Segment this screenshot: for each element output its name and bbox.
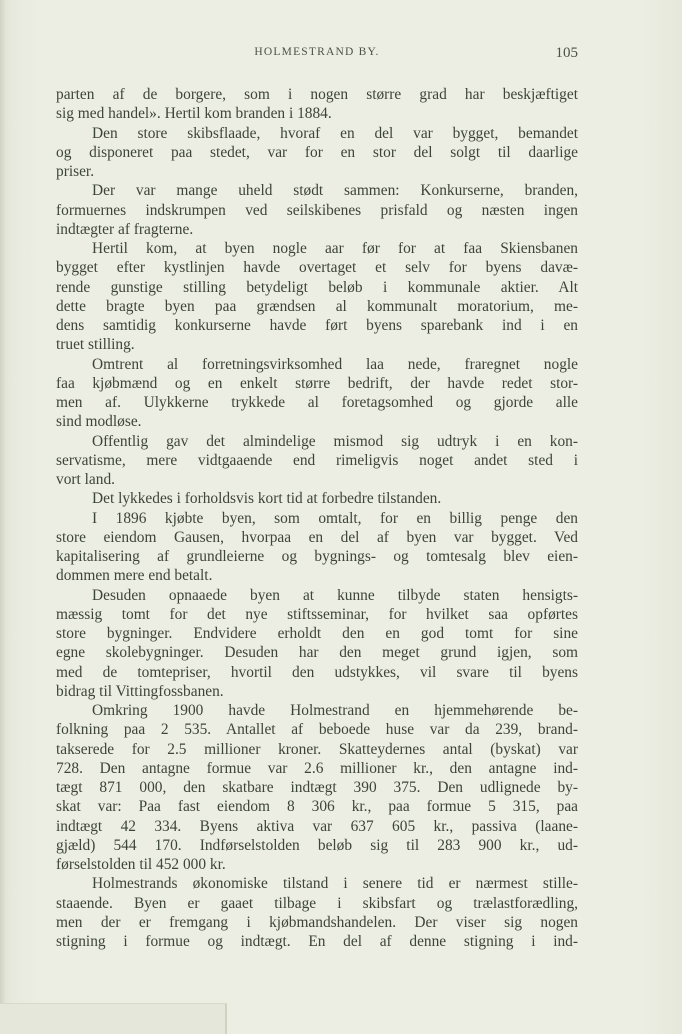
text-line: Omkring 1900 havde Holmestrand en hjemmehørende be- [92,702,578,719]
text-line: staaende. Byen er gaaet tilbage i skibsfart og trælastforædling, [56,894,578,912]
scan-edge-mark [0,1003,227,1034]
text-line: Holmestrands økonomiske tilstand i senere tid er nærmest stille- [92,875,578,893]
text-line: førselstolden til 452 000 kr. [56,856,226,873]
text-line: dens samtidig konkurserne havde ført byens sparebank ind i en [56,317,578,334]
text-line: 728. Den antagne formue var 2.6 millioner kr., den antagne ind- [56,759,578,777]
text-line: indtægt 42 334. Byens aktiva var 637 605 kr., passiva (laane- [56,817,578,835]
text-line: parten af de borgere, som i nogen større grad har beskjæftiget [56,86,578,103]
text-line: kapitalisering af grundleierne og bygnings- og tomtesalg blev eien- [56,548,578,565]
text-line: og disponeret paa stedet, var for en stor del solgt til daarlige [56,143,578,161]
text-line: bygget efter kystlinjen havde overtaget et selv for byens davæ- [56,259,578,277]
text-line: folkning paa 2 535. Antallet af beboede huse var da 239, brand- [56,721,578,739]
text-line: Omtrent al forretningsvirksomhed laa nede, fraregnet nogle [92,355,578,373]
text-line: sind modløse. [56,413,142,431]
text-line: Den store skibsflaade, hvoraf en del var bygget, bemandet [92,124,578,142]
text-line: vort land. [56,471,115,488]
text-line: egne skolebygninger. Desuden har den meget grund igjen, som [56,644,578,662]
text-line: store eiendom Gausen, hvorpaa en del af byen var bygget. Ved [56,528,578,546]
page-header [56,46,578,66]
text-line: I 1896 kjøbte byen, som omtalt, for en billig penge den [92,509,578,527]
running-title: HOLMESTRAND BY. [254,46,380,58]
text-line: Det lykkedes i forholdsvis kort tid at forbedre tilstanden. [92,490,442,508]
text-line: Offentlig gav det almindelige mismod sig udtryk i en kon- [92,432,578,450]
text-line: faa kjøbmænd og en enkelt større bedrift, der havde redet stor- [56,374,578,392]
text-line: men af. Ulykkerne trykkede al foretagsomhed og gjorde alle [56,394,578,411]
page-spine-shadow [0,0,6,1034]
page-number: 105 [555,45,578,61]
text-line: gjæld) 544 170. Indførselstolden beløb sig til 283 900 kr., ud- [56,836,578,854]
text-line: tægt 871 000, den skatbare indtægt 390 375. Den udlignede by- [56,779,578,796]
text-line: bidrag til Vittingfossbanen. [56,682,224,700]
text-line: Hertil kom, at byen nogle aar før for at faa Skiensbanen [92,240,578,257]
text-line: store bygninger. Endvidere erholdt den en god tomt for sine [56,625,578,642]
text-line: men der er fremgang i kjøbmandshandelen. Der viser sig nogen [56,913,578,931]
text-line: takserede for 2.5 millioner kroner. Skatteydernes antal (byskat) var [56,740,578,758]
text-line: truet stilling. [56,336,135,354]
text-line: dommen mere end betalt. [56,567,213,585]
text-line: rende gunstige stilling betydeligt beløb i kommunale aktier. Alt [56,278,578,296]
text-line: formuernes indskrumpen ved seilskibenes prisfald og næsten ingen [56,201,578,219]
text-line: Der var mange uheld stødt sammen: Konkurserne, branden, [92,182,578,200]
text-line: Desuden opnaaede byen at kunne tilbyde staten hensigts- [92,586,578,604]
text-line: mæssig tomt for det nye stiftsseminar, for hvilket saa opførtes [56,605,578,623]
text-line: priser. [56,163,95,180]
text-line: sig med handel». Hertil kom branden i 1884. [56,105,332,123]
text-line: dette bragte byen paa grændsen al kommunalt moratorium, me- [56,297,578,315]
text-line: indtægter af fragterne. [56,220,194,238]
text-line: med de tomtepriser, hvortil den udstykkes, vil svare til byens [56,663,578,681]
text-line: servatisme, mere vidtgaaende end rimeligvis noget andet sted i [56,451,578,469]
text-line: skat var: Paa fast eiendom 8 306 kr., paa formue 5 315, paa [56,798,578,816]
body-text [56,85,578,951]
text-line: stigning i formue og indtægt. En del af denne stigning i ind- [56,933,578,950]
